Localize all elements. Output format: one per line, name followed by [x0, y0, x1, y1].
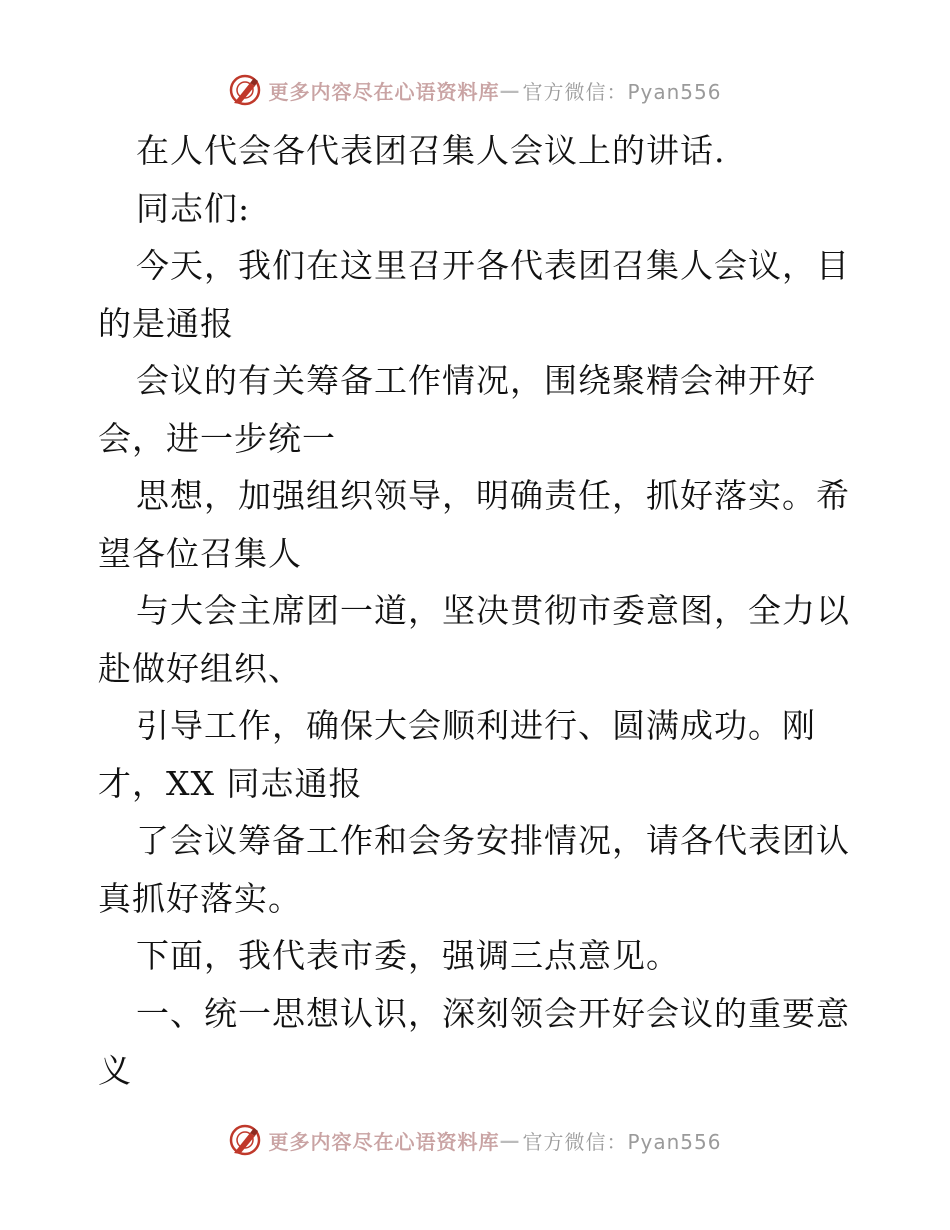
text-line: 的是通报	[98, 303, 234, 343]
text-line: 与大会主席团一道，坚决贯彻市委意图，全力以	[136, 591, 850, 630]
text-line: 会议的有关筹备工作情况，围绕聚精会神开好	[136, 361, 816, 400]
banner-wechat: 官方微信：Pyan556	[522, 1129, 722, 1154]
text-line: 下面，我代表市委，强调三点意见。	[136, 936, 680, 975]
text-line: 会，进一步统一	[98, 418, 336, 458]
text-line: 引导工作，确保大会顺利进行、圆满成功。刚	[136, 706, 816, 745]
text-line: 望各位召集人	[98, 533, 302, 573]
text-line: 同志们:	[136, 188, 251, 228]
text-line: 在人代会各代表团召集人会议上的讲话.	[136, 131, 726, 170]
text-line: 赴做好组织、	[98, 648, 302, 688]
text-line: 今天，我们在这里召开各代表团召集人会议，目	[136, 246, 850, 285]
text-line: 才，XX 同志通报	[98, 763, 363, 803]
pen-logo-icon	[228, 73, 262, 107]
text-line: 真抓好落实。	[98, 878, 302, 918]
header-banner	[0, 70, 950, 110]
text-line: 义	[98, 1051, 132, 1090]
text-line: 思想，加强组织领导，明确责任，抓好落实。希	[136, 476, 850, 515]
banner-text: 更多内容尽在心语资料库	[268, 79, 500, 104]
footer-banner	[0, 1120, 950, 1160]
pen-logo-icon	[228, 1123, 262, 1157]
banner-text: 更多内容尽在心语资料库	[268, 1129, 500, 1154]
text-line: 一、统一思想认识，深刻领会开好会议的重要意	[136, 993, 850, 1033]
banner-dash: —	[499, 1128, 521, 1152]
document-body	[98, 122, 858, 1100]
text-line: 了会议筹备工作和会务安排情况，请各代表团认	[136, 821, 850, 860]
banner-dash: —	[499, 78, 521, 102]
banner-wechat: 官方微信：Pyan556	[522, 79, 722, 104]
